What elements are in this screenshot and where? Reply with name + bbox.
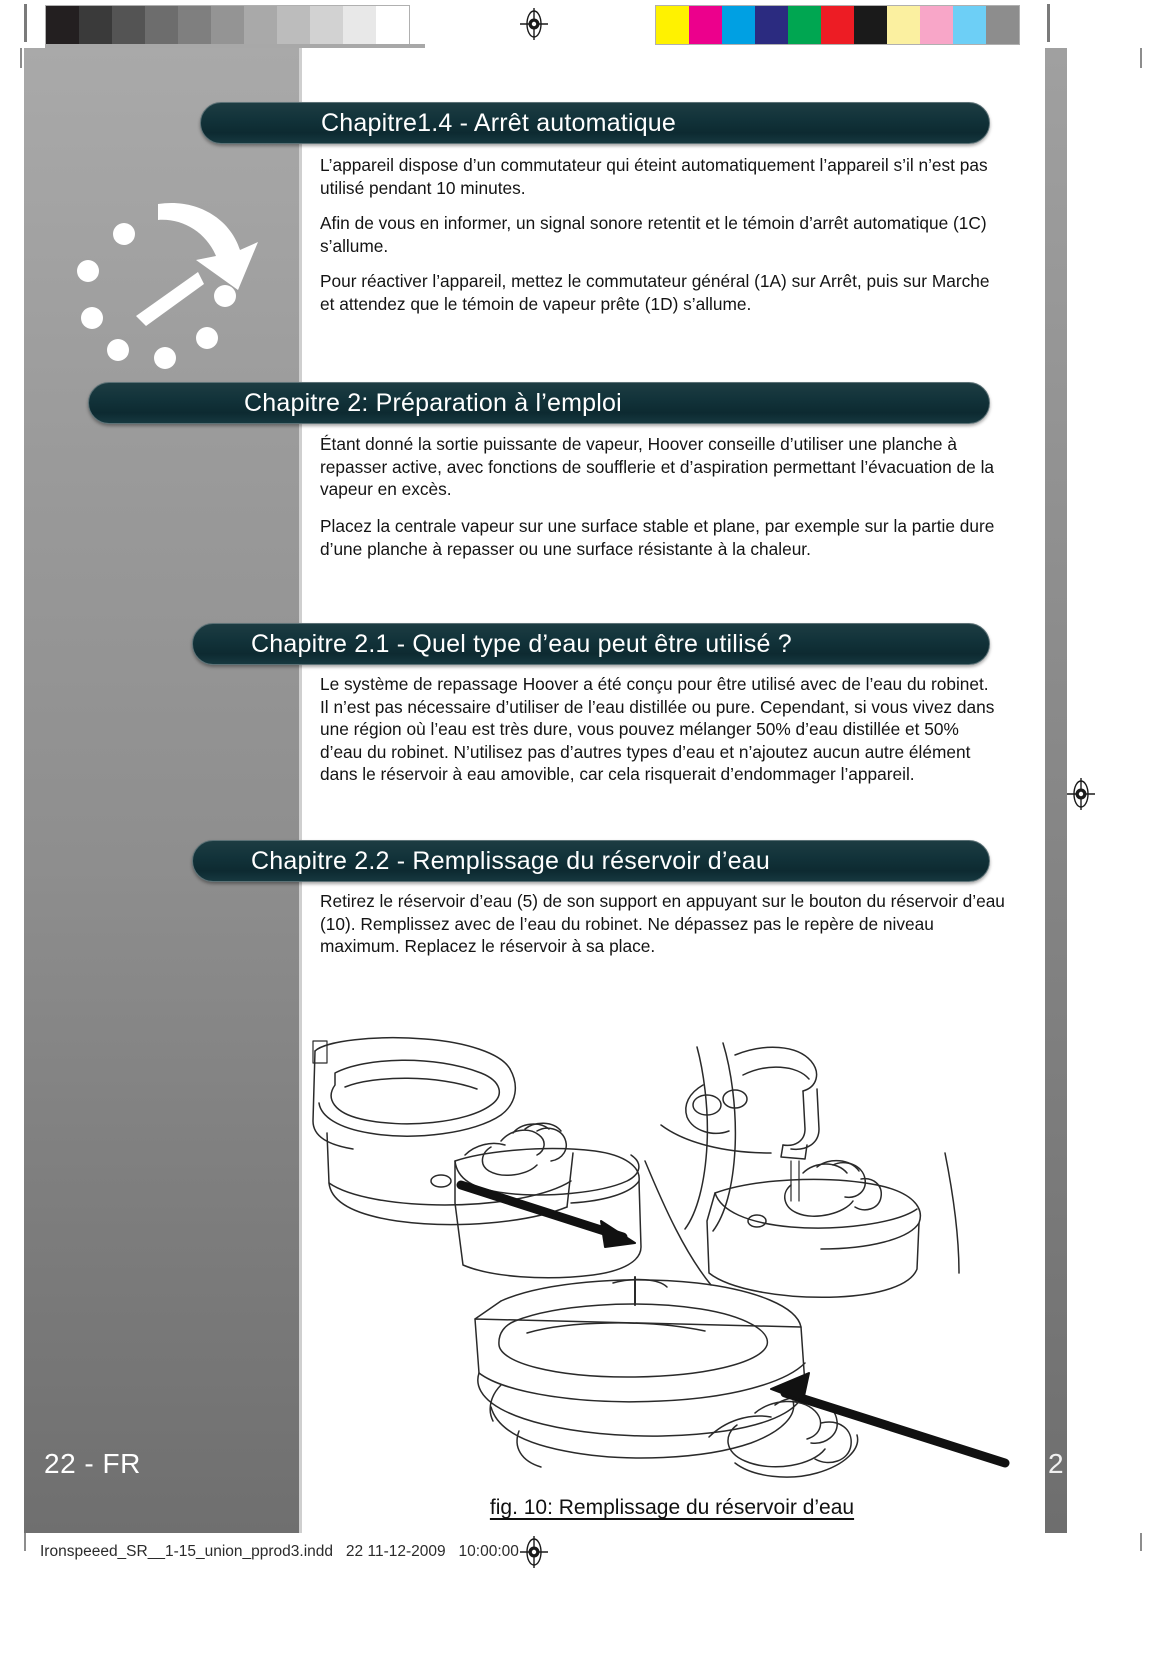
color-calibration-bar (655, 5, 1020, 45)
next-page-number-partial: 2 (1048, 1448, 1064, 1479)
crop-tick-right (1047, 4, 1050, 42)
chapter-header-1-4 (200, 102, 990, 144)
sheet-left-edge (299, 48, 302, 1533)
auto-shutoff-clock-icon (62, 168, 262, 388)
print-slug-text: Ironspeeed_SR__1-15_union_pprod3.indd 22 11-12-2009 10:00:00 (40, 1543, 519, 1560)
chapter-header-1-4-label: Chapitre1.4 - Arrêt automatique (321, 108, 677, 137)
color-patch-5 (821, 6, 854, 44)
chapter-header-2-2 (192, 840, 990, 882)
figure-caption-text: fig. 10: Remplissage du réservoir d’eau (489, 1496, 855, 1519)
color-patch-4 (788, 6, 821, 44)
color-patch-6 (854, 6, 887, 44)
crop-tick-right-mid (1140, 48, 1142, 68)
document-page (0, 48, 1162, 1533)
gray-patch-2 (112, 6, 145, 44)
figure-caption (299, 1496, 1045, 1520)
page-number-label: 22 - FR (44, 1448, 141, 1479)
gray-patch-9 (343, 6, 376, 44)
crop-tick-left-mid (20, 48, 22, 68)
crop-tick-left (24, 4, 27, 42)
registration-target-right-icon (1065, 778, 1095, 808)
right-gray-strip (1045, 48, 1067, 1533)
paragraph-1-4-2: Afin de vous en informer, un signal sonore retentit et le témoin d’arrêt automatique (1C) s’allume. (320, 213, 987, 256)
chapter-header-2-2-label: Chapitre 2.2 - Remplissage du réservoir d’eau (251, 846, 770, 875)
paragraph-2-2-body: Retirez le réservoir d’eau (5) de son support en appuyant sur le bouton du réservoir d’eau (10). Remplissez avec de l’eau du robinet. Ne dépassez pas le repère de niveau maximum. Replacez le réservoir à sa place. (320, 891, 1005, 957)
crop-tick-bottom-left (24, 1533, 26, 1551)
figure-10-illustration (305, 1033, 1040, 1488)
gray-patch-3 (145, 6, 178, 44)
paragraph-2-1: Étant donné la sortie puissante de vapeur, Hoover conseille d’utiliser une planche à repasser active, avec fonctions de soufflerie et d’aspiration permettant l’évacuation de la vapeur en excès. (320, 434, 995, 500)
grayscale-calibration-ramp (45, 5, 410, 45)
paragraph-1-4-3: Pour réactiver l’appareil, mettez le commutateur général (1A) sur Arrêt, puis sur Marche et attendez que le témoin de vapeur prête (1D) s’allume. (320, 271, 990, 314)
chapter-header-2-1-label: Chapitre 2.1 - Quel type d’eau peut être utilisé ? (251, 629, 792, 658)
color-patch-7 (887, 6, 920, 44)
color-patch-1 (689, 6, 722, 44)
paragraph-1-4-1: L’appareil dispose d’un commutateur qui éteint automatiquement l’appareil s’il n’est pas utilisé pendant 10 minutes. (320, 155, 988, 198)
registration-target-bottom-icon (518, 1536, 548, 1566)
chapter-header-2-1 (192, 623, 990, 665)
gray-patch-1 (79, 6, 112, 44)
print-marks-top (0, 0, 1162, 48)
gray-patch-5 (211, 6, 244, 44)
crop-tick-bottom-right (1140, 1533, 1142, 1551)
gray-patch-10 (376, 6, 409, 44)
color-patch-3 (755, 6, 788, 44)
color-patch-10 (986, 6, 1019, 44)
paragraph-2-1-body: Le système de repassage Hoover a été conçu pour être utilisé avec de l’eau du robinet. Il n’est pas nécessaire d’utiliser de l’eau distillée ou pure. Cependant, si vous vivez dans une région où l’eau est très dure, vous pouvez mélanger 50% d’eau distillée et 50% d’eau du robinet. N’utilisez pas d’autres types d’eau et n’ajoutez aucun autre élément dans le réservoir à eau amovible, car cela risquerait d’endommager l’appareil. (320, 674, 995, 785)
color-patch-2 (722, 6, 755, 44)
print-marks-bottom (0, 1533, 1162, 1668)
paragraph-2-2: Placez la centrale vapeur sur une surface stable et plane, par exemple sur la partie dure d’une planche à repasser ou une surface résistante à la chaleur. (320, 516, 995, 559)
gray-patch-6 (244, 6, 277, 44)
chapter-header-2 (88, 382, 990, 424)
registration-target-icon (518, 8, 548, 38)
color-patch-0 (656, 6, 689, 44)
chapter-header-2-label: Chapitre 2: Préparation à l’emploi (244, 388, 622, 417)
gray-patch-7 (277, 6, 310, 44)
gray-patch-8 (310, 6, 343, 44)
color-patch-8 (920, 6, 953, 44)
color-patch-9 (953, 6, 986, 44)
gray-patch-0 (46, 6, 79, 44)
gray-patch-4 (178, 6, 211, 44)
